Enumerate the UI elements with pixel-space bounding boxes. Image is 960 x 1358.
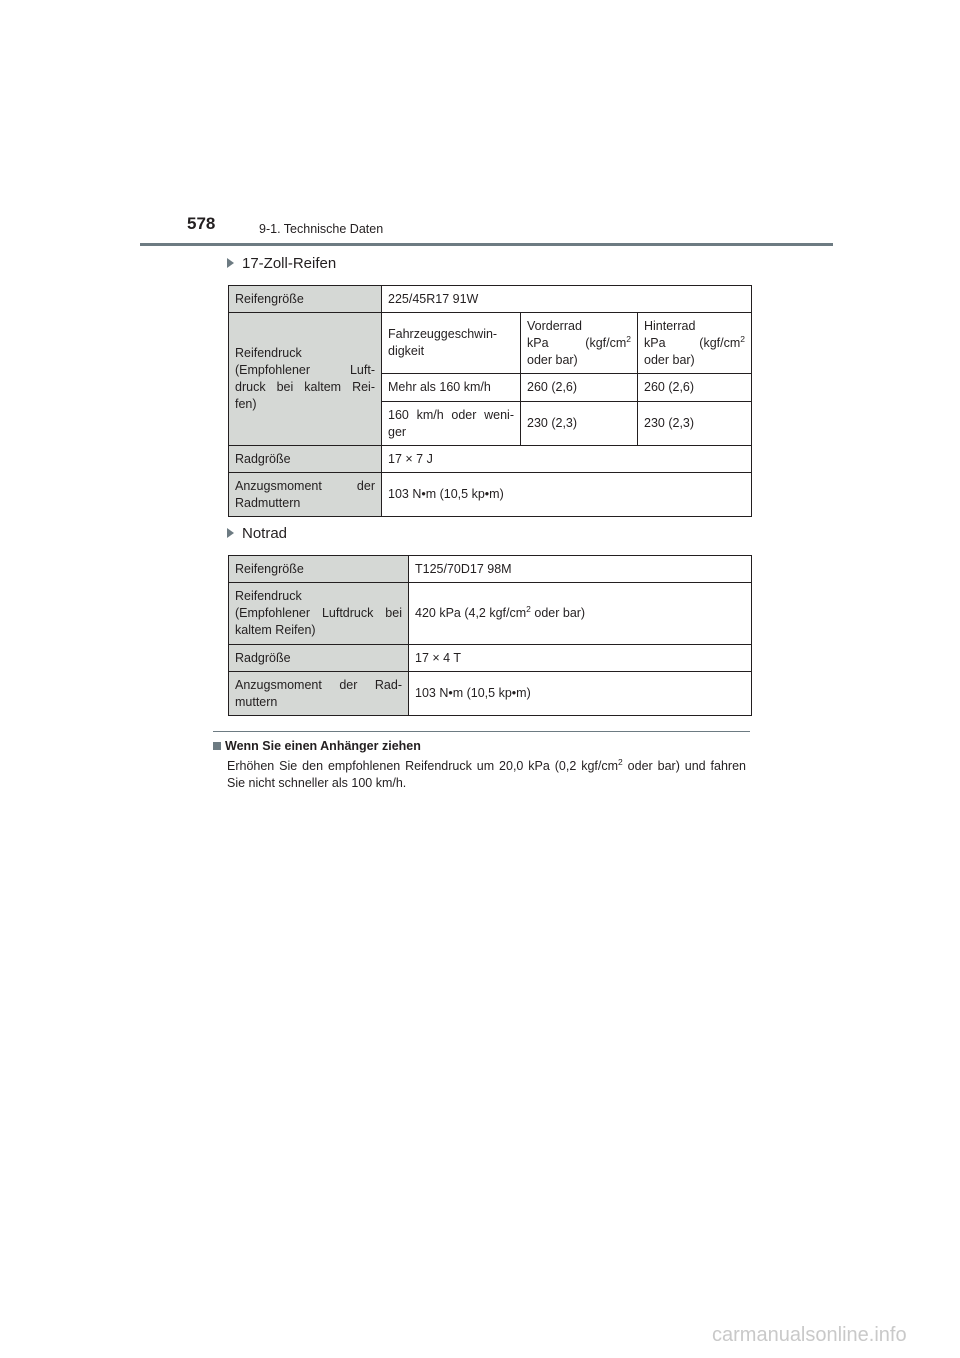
torque-label bbox=[229, 672, 409, 716]
header-line: Fahrzeuggeschwin- bbox=[388, 327, 498, 341]
tire-pressure-label bbox=[229, 583, 409, 645]
table-row bbox=[229, 473, 752, 517]
header-rule bbox=[140, 243, 833, 246]
front-pressure-value: 230 (2,3) bbox=[521, 402, 638, 446]
label-line: Reifendruck bbox=[235, 589, 302, 603]
table-row bbox=[229, 672, 752, 716]
header-line: oder bar) bbox=[527, 352, 578, 367]
label-line: muttern bbox=[235, 694, 278, 709]
tire-pressure-label bbox=[229, 313, 382, 446]
value-line: ger bbox=[388, 424, 407, 439]
section-title: 9-1. Technische Daten bbox=[259, 222, 384, 236]
wheel-size-label: Radgröße bbox=[229, 645, 409, 672]
notes-rule bbox=[213, 731, 750, 732]
label-line: Anzugsmoment der Rad- bbox=[235, 677, 402, 692]
header-line: kPa ($kgf/cm^2$ bbox=[644, 333, 746, 350]
page-number: 578 bbox=[187, 214, 216, 233]
tire-size-label: Reifengröße bbox=[229, 556, 409, 583]
torque-label bbox=[229, 473, 382, 517]
torque-value: 103 N•m (10,5 kp•m) bbox=[409, 672, 752, 716]
label-line: (Empfohlener Luftdruck bei bbox=[235, 606, 402, 620]
section-heading-spare bbox=[227, 525, 287, 542]
square-bullet-icon bbox=[213, 742, 221, 750]
section-heading-text: 17-Zoll-Reifen bbox=[242, 255, 337, 272]
note-title-text: Wenn Sie einen Anhänger ziehen bbox=[225, 739, 421, 753]
triangle-bullet-icon bbox=[227, 258, 234, 268]
table-row bbox=[229, 583, 752, 645]
tire-size-label: Reifengröße bbox=[229, 286, 382, 313]
header-line: oder bar) bbox=[644, 352, 695, 367]
wheel-size-value: 17 × 7 J bbox=[382, 446, 752, 473]
tire-spec-table-17-inch bbox=[228, 285, 752, 517]
table-row bbox=[229, 286, 752, 313]
wheel-size-value: 17 × 4 T bbox=[409, 645, 752, 672]
tire-pressure-value: 420 kPa (4,2 kgf/$cm^2$ oder bar) bbox=[409, 583, 752, 645]
value-line: 160 km/h oder weni- bbox=[388, 407, 514, 422]
speed-column-header bbox=[382, 313, 521, 374]
label-line: fen) bbox=[235, 397, 257, 411]
label-line: druck bei kaltem Rei- bbox=[235, 380, 375, 394]
rear-wheel-column-header bbox=[638, 313, 752, 374]
tire-size-value: T125/70D17 98M bbox=[409, 556, 752, 583]
label-line: Reifendruck bbox=[235, 346, 302, 360]
front-wheel-column-header bbox=[521, 313, 638, 374]
front-pressure-value: 260 (2,6) bbox=[521, 374, 638, 402]
label-line: Anzugsmoment der bbox=[235, 478, 375, 493]
header-line: kPa ($kgf/cm^2$ bbox=[527, 333, 631, 350]
header-line: digkeit bbox=[388, 344, 425, 358]
rear-pressure-value: 260 (2,6) bbox=[638, 374, 752, 402]
note-title bbox=[213, 739, 421, 753]
speed-value bbox=[382, 402, 521, 446]
header-line: Hinterrad bbox=[644, 318, 696, 333]
triangle-bullet-icon bbox=[227, 528, 234, 538]
label-line: (Empfohlener Luft- bbox=[235, 363, 375, 377]
table-row bbox=[229, 313, 752, 374]
rear-pressure-value: 230 (2,3) bbox=[638, 402, 752, 446]
table-row bbox=[229, 645, 752, 672]
tire-size-value: 225/45R17 91W bbox=[382, 286, 752, 313]
wheel-size-label: Radgröße bbox=[229, 446, 382, 473]
note-body: Erhöhen Sie den empfohlenen Reifendruck um 20,0 kPa (0,2 kgf/$cm^2$ oder bar) und fahren Sie nicht schneller als 100 km/h. bbox=[227, 757, 746, 790]
table-row bbox=[229, 556, 752, 583]
torque-value: 103 N•m (10,5 kp•m) bbox=[382, 473, 752, 517]
watermark: carmanualsonline.info bbox=[712, 1324, 907, 1346]
speed-value: Mehr als 160 km/h bbox=[382, 374, 521, 402]
header-line: Vorderrad bbox=[527, 318, 582, 333]
tire-spec-table-spare bbox=[228, 555, 752, 716]
section-heading-text: Notrad bbox=[242, 525, 288, 542]
section-heading-17-inch bbox=[227, 255, 336, 272]
label-line: kaltem Reifen) bbox=[235, 623, 316, 637]
label-line: Radmuttern bbox=[235, 495, 301, 510]
table-row bbox=[229, 446, 752, 473]
